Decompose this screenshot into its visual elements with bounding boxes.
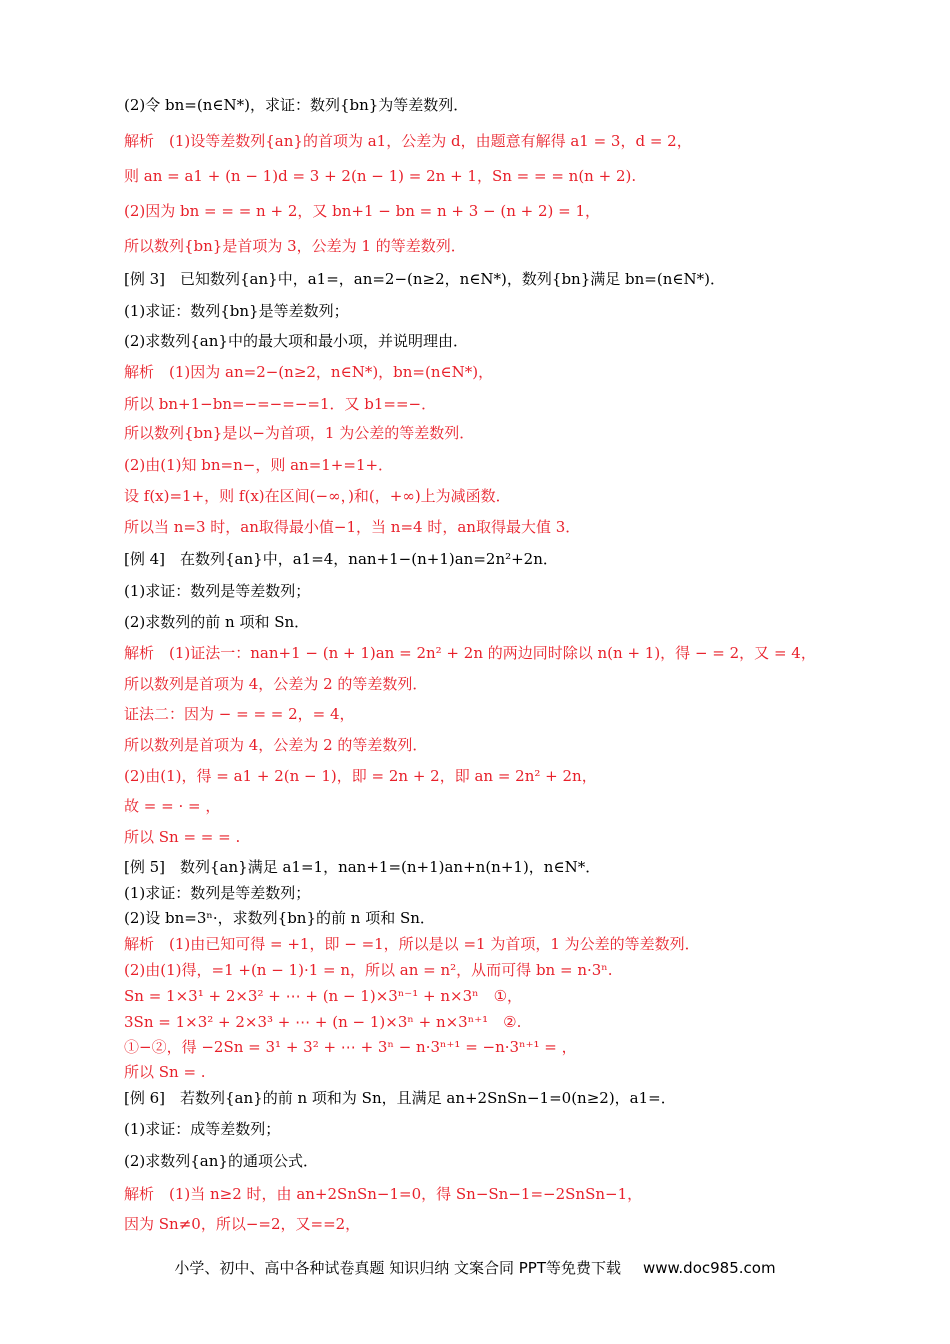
text-line: (2)由(1)知 bn=n−，则 an=1+=1+． — [124, 456, 394, 474]
text-line: (2)设 bn=3ⁿ·，求数列{bn}的前 n 项和 Sn． — [124, 909, 435, 927]
text-line: 所以当 n=3 时，an取得最小值−1，当 n=4 时，an取得最大值 3． — [124, 518, 581, 536]
text-line: 3Sn = 1×3² + 2×3³ + ⋯ + (n − 1)×3ⁿ + n×3ⁿ⁺¹ ②. — [124, 1013, 522, 1031]
text-line: 证法二：因为 − = = = 2，= 4， — [124, 705, 355, 723]
text-line: (1)求证：数列是等差数列； — [124, 582, 311, 600]
text-line: (2)因为 bn = = = n + 2，又 bn+1 − bn = n + 3 − (n + 2) = 1， — [124, 202, 601, 220]
text-line: ①−②，得 −2Sn = 3¹ + 3² + ⋯ + 3ⁿ − n·3ⁿ⁺¹ = −n·3ⁿ⁺¹ = ， — [124, 1038, 577, 1056]
text-line: 设 f(x)=1+，则 f(x)在区间(−∞，)和(，+∞)上为减函数． — [124, 487, 511, 505]
text-line: 解析 (1)由已知可得 = +1，即 − =1，所以是以 =1 为首项，1 为公差的等差数列． — [124, 935, 700, 953]
example-heading: [例 6] 若数列{an}的前 n 项和为 Sn，且满足 an+2SnSn−1=0(n≥2)，a1=． — [124, 1089, 676, 1107]
text-line: 故 = = · = ， — [124, 797, 221, 815]
text-line: 解析 (1)设等差数列{an}的首项为 a1，公差为 d，由题意有解得 a1 = 3，d = 2， — [124, 132, 692, 150]
text-line: 所以数列{bn}是首项为 3，公差为 1 的等差数列． — [124, 237, 466, 255]
example-heading: [例 3] 已知数列{an}中，a1=，an=2−(n≥2，n∈N*)，数列{bn}满足 bn=(n∈N*)． — [124, 270, 725, 288]
text-line: 所以数列{bn}是以−为首项，1 为公差的等差数列． — [124, 424, 475, 442]
text-line: (2)求数列的前 n 项和 Sn． — [124, 613, 310, 631]
text-line: (1)求证：成等差数列； — [124, 1120, 281, 1138]
text-line: 所以 Sn = = = . — [124, 828, 241, 846]
footer-text: 小学、初中、高中各种试卷真题 知识归纳 文案合同 PPT等免费下载 — [174, 1259, 621, 1277]
text-line: 解析 (1)当 n≥2 时，由 an+2SnSn−1=0，得 Sn−Sn−1=−2SnSn−1， — [124, 1185, 643, 1203]
text-line: 所以数列是首项为 4，公差为 2 的等差数列． — [124, 675, 428, 693]
text-line: (2)由(1)得，=1 +(n − 1)·1 = n，所以 an = n²，从而可得 bn = n·3ⁿ. — [124, 961, 613, 979]
text-line: (2)由(1)，得 = a1 + 2(n − 1)，即 = 2n + 2，即 an = 2n² + 2n， — [124, 767, 597, 785]
text-line: (2)求数列{an}中的最大项和最小项，并说明理由． — [124, 332, 468, 350]
text-line: (2)令 bn=(n∈N*)，求证：数列{bn}为等差数列． — [124, 96, 469, 114]
text-line: (2)求数列{an}的通项公式． — [124, 1152, 318, 1170]
example-heading: [例 4] 在数列{an}中，a1=4，nan+1−(n+1)an=2n²+2n． — [124, 550, 558, 568]
text-line: Sn = 1×3¹ + 2×3² + ⋯ + (n − 1)×3ⁿ⁻¹ + n×3ⁿ ①， — [124, 987, 523, 1005]
text-line: (1)求证：数列{bn}是等差数列； — [124, 302, 349, 320]
text-line: 所以 Sn = . — [124, 1063, 206, 1081]
text-line: 所以 bn+1−bn=−=−=−=1．又 b1==−． — [124, 395, 437, 413]
text-line: 则 an = a1 + (n − 1)d = 3 + 2(n − 1) = 2n + 1，Sn = = = n(n + 2). — [124, 167, 637, 185]
text-line: 解析 (1)证法一：nan+1 − (n + 1)an = 2n² + 2n 的两边同时除以 n(n + 1)，得 − = 2，又 = 4， — [124, 644, 816, 662]
footer-url-link[interactable]: www.doc985.com — [642, 1259, 776, 1277]
text-line: 解析 (1)因为 an=2−(n≥2，n∈N*)，bn=(n∈N*)， — [124, 363, 494, 381]
text-line: (1)求证：数列是等差数列； — [124, 884, 311, 902]
text-line: 所以数列是首项为 4，公差为 2 的等差数列． — [124, 736, 428, 754]
page-footer — [0, 1257, 950, 1278]
example-heading: [例 5] 数列{an}满足 a1=1，nan+1=(n+1)an+n(n+1)，n∈N*． — [124, 858, 601, 876]
text-line: 因为 Sn≠0，所以−=2，又==2， — [124, 1215, 361, 1233]
